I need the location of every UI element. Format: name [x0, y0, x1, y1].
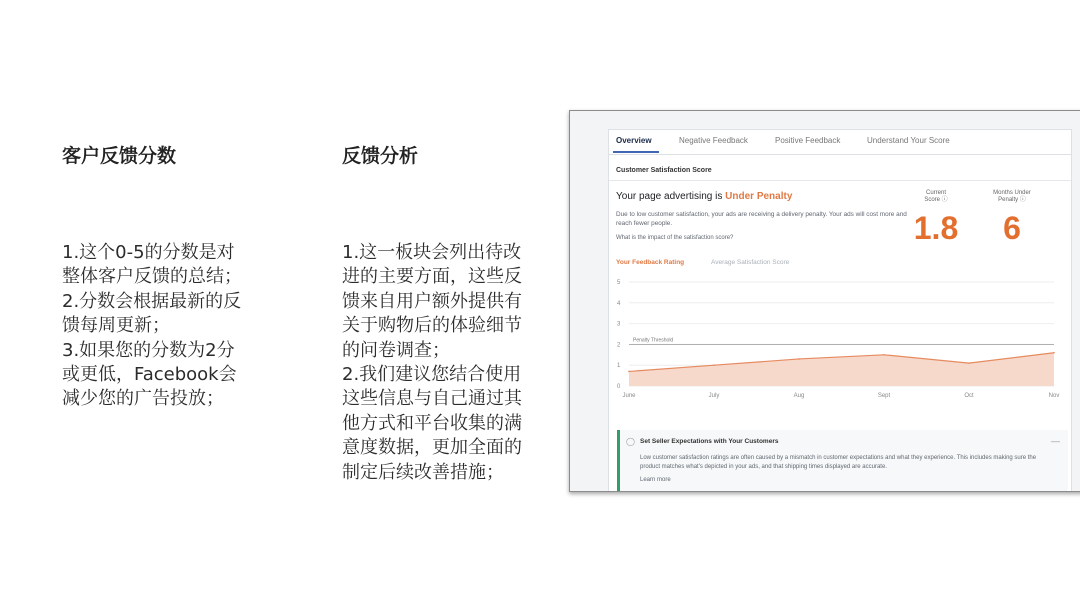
y-tick-label-0: 0: [617, 384, 621, 390]
chart-tab-feedback-rating[interactable]: Your Feedback Rating: [616, 259, 685, 266]
penalty-status: Under Penalty: [725, 191, 793, 202]
data-point-aug: [798, 358, 800, 360]
collapse-icon[interactable]: —: [1051, 436, 1060, 446]
data-point-june: [628, 371, 630, 373]
headline-prefix: Your page advertising is: [616, 191, 726, 202]
y-tick-label-4: 4: [617, 300, 621, 307]
series-area: [629, 353, 1054, 386]
months-under-penalty-value: 6: [1003, 210, 1021, 246]
tab-bar: [609, 130, 1071, 155]
section-divider: [609, 180, 1071, 181]
penalty-threshold-label: Penalty Threshold: [633, 337, 674, 344]
active-tab-indicator: [613, 151, 659, 153]
tab-negative-feedback[interactable]: Negative Feedback: [679, 136, 748, 145]
tab-overview[interactable]: Overview: [616, 136, 652, 145]
x-tick-label-june: June: [622, 393, 636, 399]
y-tick-label-2: 2: [617, 342, 621, 349]
tip-title: Set Seller Expectations with Your Customers: [640, 438, 779, 445]
x-tick-label-aug: Aug: [793, 393, 805, 399]
current-score-value: 1.8: [913, 210, 959, 246]
x-tick-label-nov: Nov: [1048, 393, 1060, 399]
x-tick-label-oct: Oct: [964, 393, 974, 399]
facebook-dashboard-screenshot: [569, 110, 1080, 492]
data-point-oct: [968, 362, 970, 364]
dashboard-panel: [608, 129, 1072, 492]
chart-tab-average-score[interactable]: Average Satisfaction Score: [711, 259, 790, 266]
feedback-rating-chart: [609, 272, 1071, 404]
tip-card: [617, 430, 1068, 492]
x-tick-label-july: July: [708, 393, 720, 399]
data-point-nov: [1053, 352, 1055, 354]
data-point-sept: [883, 354, 885, 356]
lightbulb-icon: ◯: [626, 437, 635, 446]
x-tick-label-sept: Sept: [877, 393, 891, 399]
current-score-label: Current Score ⓘ: [924, 190, 948, 203]
impact-link[interactable]: What is the impact of the satisfaction score?: [616, 235, 734, 241]
section-title: Customer Satisfaction Score: [616, 167, 712, 174]
y-tick-label-5: 5: [617, 280, 621, 286]
tip-learn-more-link[interactable]: Learn more: [640, 477, 671, 483]
y-tick-label-1: 1: [617, 363, 621, 370]
feedback-analysis-title: 反馈分析: [342, 145, 419, 167]
months-under-penalty-label: Months Under Penalty ⓘ: [993, 190, 1031, 203]
tip-body: Low customer satisfaction ratings are often caused by a mismatch in customer expectations and what they experience. This includes making sure the product matches what's depicted in your ads, and that shipping times displayed are accurate.: [640, 455, 1037, 470]
penalty-description: Due to low customer satisfaction, your ads are receiving a delivery penalty. Your ads will cost more and reach fewer people.: [616, 211, 907, 227]
data-point-july: [713, 364, 715, 366]
feedback-analysis-description: 1.这一板块会列出待改 进的主要方面，这些反 馈来自用户额外提供有 关于购物后的体验细节 的问卷调查； 2.我们建议您结合使用 这些信息与自己通过其 他方式和平台收集的满 意度数据，更加全面的 制定后续改善措施；: [342, 242, 522, 483]
tab-understand-your-score[interactable]: Understand Your Score: [867, 136, 950, 145]
penalty-headline: [616, 191, 792, 202]
customer-feedback-score-title: 客户反馈分数: [62, 145, 177, 167]
y-tick-label-3: 3: [617, 321, 621, 328]
customer-feedback-score-description: 1.这个0-5的分数是对 整体客户反馈的总结； 2.分数会根据最新的反 馈每周更新； 3.如果您的分数为2分 或更低，Facebook会 减少您的广告投放；: [62, 242, 242, 410]
tab-positive-feedback[interactable]: Positive Feedback: [775, 136, 841, 145]
